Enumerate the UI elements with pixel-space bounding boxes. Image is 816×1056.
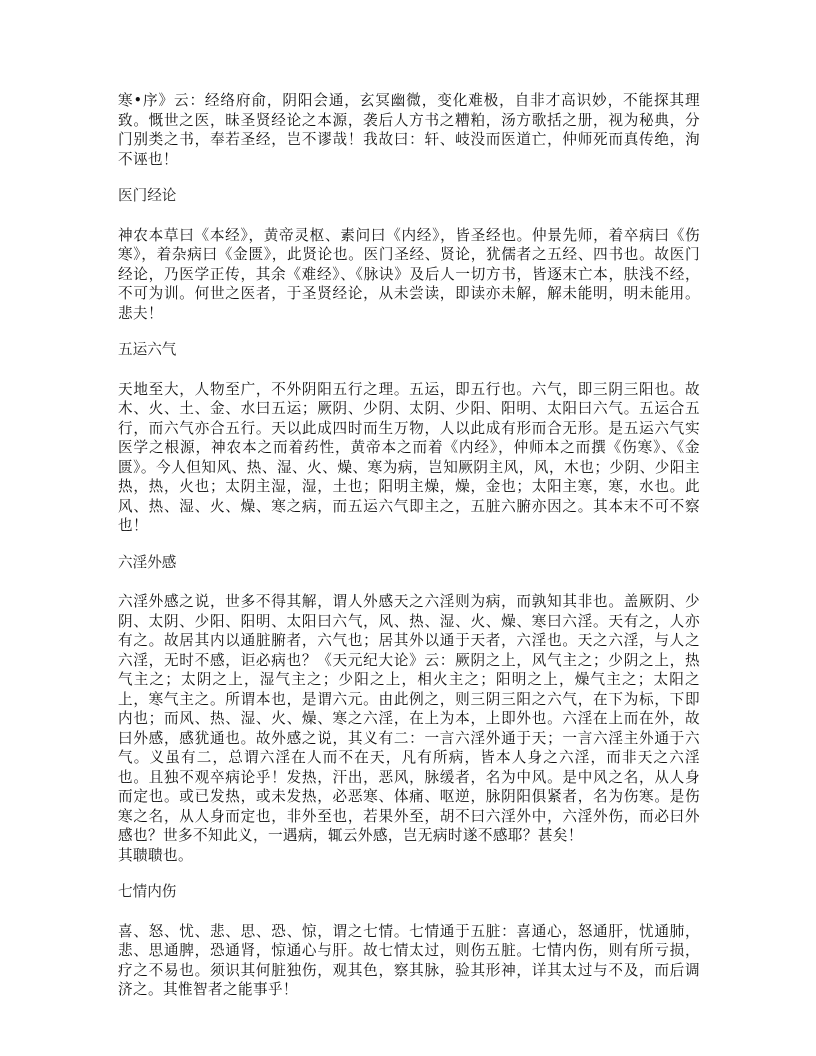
document-page [118,91,700,1000]
section-heading-yimen-jinglun: 医门经论 [118,187,177,204]
section-heading-wuyun-liuqi: 五运六气 [118,341,177,358]
section-heading-qiqing-neishang: 七情内伤 [118,883,177,900]
intro-paragraph: 寒•序》云：经络府俞，阴阳会通，玄冥幽微，变化难极，自非才高识妙，不能探其理致。慨世之医，昧圣贤经论之本源，袭后人方书之糟粕，汤方歌括之册，视为秘典，分门别类之书，奉若圣经，岂不谬哉！我故曰：轩、岐没而医道亡，仲师死而真传绝，洵不诬也！ [118,92,700,168]
section-paragraph: 神农本草曰《本经》，黄帝灵枢、素问曰《内经》，皆圣经也。仲景先师，着卒病曰《伤寒》，着杂病曰《金匮》，此贤论也。医门圣经、贤论，犹儒者之五经、四书也。故医门经论，乃医学正传，其余《难经》、《脉诀》及后人一切方书，皆逐末亡本，肤浅不经，不可为训。何世之医者，于圣贤经论，从未尝读，即读亦未解，解未能明，明未能用。悲夫！ [118,226,700,322]
section-paragraph: 喜、怒、忧、悲、思、恐、惊，谓之七情。七情通于五脏：喜通心，怒通肝，忧通肺，悲、思通脾，恐通肾，惊通心与肝。故七情太过，则伤五脏。七情内伤，则有所亏损，疗之不易也。须识其何脏独伤，观其色，察其脉，验其形神，详其太过与不及，而后调济之。其惟智者之能事乎！ [118,922,700,998]
section-paragraph: 天地至大，人物至广，不外阴阳五行之理。五运，即五行也。六气，即三阴三阳也。故木、火、土、金、水曰五运；厥阴、少阴、太阴、少阳、阳明、太阳曰六气。五运合五行，而六气亦合五行。天以此成四时而生万物，人以此成有形而合无形。是五运六气实医学之根源，神农本之而着药性，黄帝本之而着《内经》，仲师本之而撰《伤寒》、《金匮》。今人但知风、热、湿、火、燥、寒为病，岂知厥阴主风，风，木也；少阴、少阳主热，热，火也；太阴主湿，湿，土也；阳明主燥，燥，金也；太阳主寒，寒，水也。此风、热、湿、火、燥、寒之病，而五运六气即主之，五脏六腑亦因之。其本末不可不察也！ [118,380,700,534]
section-paragraph-continuation: 其聩聩也。 [118,846,193,864]
section-heading-liuyin-waigan: 六淫外感 [118,553,177,571]
section-paragraph: 六淫外感之说，世多不得其解，谓人外感天之六淫则为病，而孰知其非也。盖厥阴、少阴、太阴、少阳、阳明、太阳曰六气，风、热、湿、火、燥、寒曰六淫。天有之，人亦有之。故居其内以通脏腑者，六气也；居其外以通于天者，六淫也。天之六淫，与人之六淫，无时不感，讵必病也？《天元纪大论》云：厥阴之上，风气主之；少阴之上，热气主之；太阴之上，湿气主之；少阳之上，相火主之；阳明之上，燥气主之；太阳之上，寒气主之。所谓本也，是谓六元。由此例之，则三阴三阳之六气，在下为标，下即内也；而风、热、湿、火、燥、寒之六淫，在上为本，上即外也。六淫在上而在外，故曰外感，感犹通也。故外感之说，其义有二：一言六淫外通于天；一言六淫主外通于六气。义虽有二，总谓六淫在人而不在天，凡有所病，皆本人身之六淫，而非天之六淫也。且独不观卒病论乎！发热，汗出，恶风，脉缓者，名为中风。是中风之名，从人身而定也。或已发热，或未发热，必恶寒、体痛、呕逆，脉阴阳俱紧者，名为伤寒。是伤寒之名，从人身而定也，非外至也，若果外至，胡不曰六淫外中，六淫外伤，而必曰外感也？世多不知此义，一遇病，辄云外感，岂无病时遂不感耶？甚矣！ [118,593,700,844]
